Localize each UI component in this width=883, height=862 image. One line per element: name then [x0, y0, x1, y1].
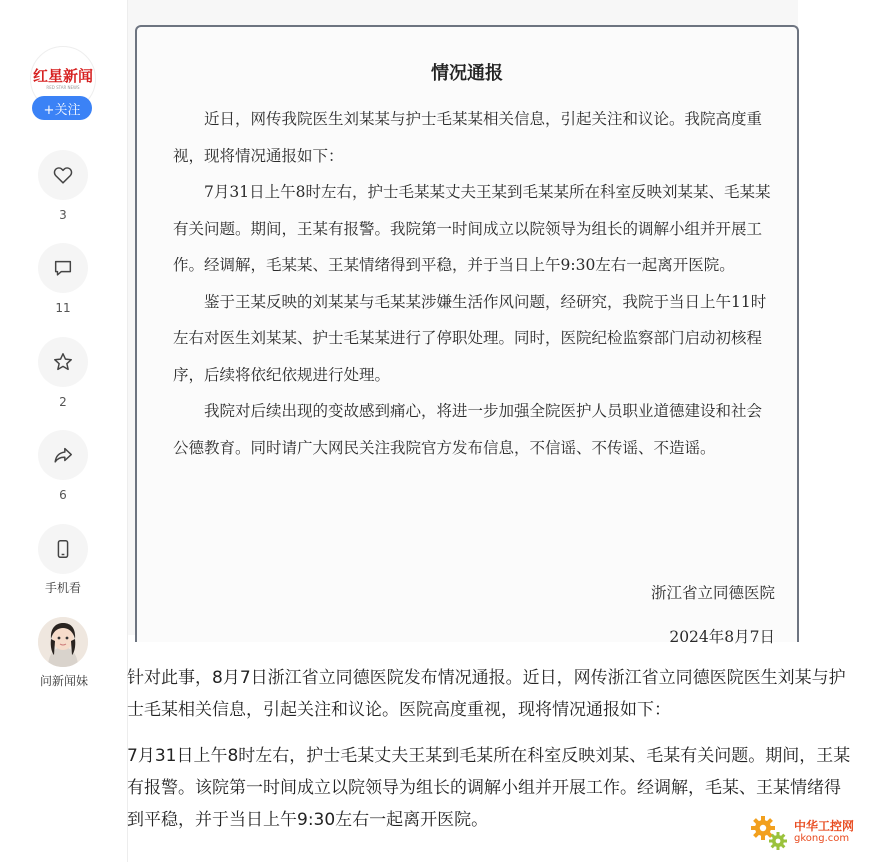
notice-paragraph: 我院对后续出现的变故感到痛心，将进一步加强全院医护人员职业道德建设和社会公德教育。同时请广大网民关注我院官方发布信息，不信谣、不传谣、不造谣。	[173, 402, 763, 457]
watermark-text	[794, 819, 854, 845]
comment-count: 11	[55, 301, 71, 315]
notice-title: 情况通报	[431, 63, 503, 84]
notice-document	[135, 25, 799, 646]
notice-body	[173, 101, 775, 466]
logo-subtext: RED STAR NEWS	[46, 85, 80, 90]
share-action[interactable]	[37, 430, 89, 502]
article-paragraph: 7月31日上午8时左右，护士毛某丈夫王某到毛某所在科室反映刘某、毛某有关问题。期间，王某有报警。该院第一时间成立以院领导为组长的调解小组并开展工作。经调解，毛某、王某情绪得到平稳，并于当日上午9:30左右一起离开医院。	[127, 746, 851, 830]
comment-action[interactable]	[37, 243, 89, 315]
notice-paragraph: 7月31日上午8时左右，护士毛某某丈夫王某到毛某某所在科室反映刘某某、毛某某有关问题。期间，王某有报警。我院第一时间成立以院领导为组长的调解小组并开展工作。经调解，毛某某、王某情绪得到平稳，并于当日上午9:30左右一起离开医院。	[173, 183, 771, 274]
article-body	[127, 662, 855, 850]
notice-paragraph: 鉴于王某反映的刘某某与毛某某涉嫌生活作风问题，经研究，我院于当日上午11时左右对医生刘某某、护士毛某某进行了停职处理。同时，医院纪检监察部门启动初核程序，后续将依纪依规进行处理。	[173, 292, 767, 384]
assistant-label: 问新闻妹	[39, 674, 88, 688]
article-paragraph: 针对此事，8月7日浙江省立同德医院发布情况通报。近日，网传浙江省立同德医院医生刘某与护士毛某相关信息，引起关注和议论。医院高度重视，现将情况通报如下：	[127, 668, 846, 720]
favorite-count: 2	[59, 395, 67, 409]
gear-icon	[748, 811, 790, 853]
watermark-main: 中华工控网	[794, 819, 855, 833]
assistant-avatar[interactable]	[38, 617, 88, 667]
comment-button[interactable]	[38, 243, 88, 293]
mobile-view-label: 手机看	[44, 581, 81, 595]
assistant-avatar-icon	[38, 617, 88, 667]
heart-icon	[52, 164, 74, 186]
comment-icon	[52, 257, 74, 279]
follow-button[interactable]: +关注	[32, 96, 92, 120]
left-sidebar	[0, 0, 128, 862]
like-button[interactable]	[38, 150, 88, 200]
share-icon	[52, 444, 74, 466]
notice-signature-block	[651, 575, 775, 655]
notice-signature: 浙江省立同德医院	[650, 584, 775, 602]
share-button[interactable]	[38, 430, 88, 480]
notice-paragraph: 近日，网传我院医生刘某某与护士毛某某相关信息，引起关注和议论。我院高度重视，现将情况通报如下：	[173, 110, 763, 165]
mobile-view-button[interactable]	[38, 524, 88, 574]
site-watermark	[748, 808, 878, 856]
star-icon	[52, 351, 74, 373]
favorite-action[interactable]	[37, 337, 89, 409]
watermark-sub: gkong.com	[794, 833, 850, 844]
notice-date: 2024年8月7日	[669, 628, 775, 646]
favorite-button[interactable]	[38, 337, 88, 387]
like-count: 3	[59, 208, 67, 222]
mobile-view-action[interactable]	[37, 524, 89, 596]
share-count: 6	[59, 488, 67, 502]
phone-icon	[52, 538, 74, 560]
like-action[interactable]	[37, 150, 89, 222]
logo-text: 红星新闻	[32, 67, 93, 85]
